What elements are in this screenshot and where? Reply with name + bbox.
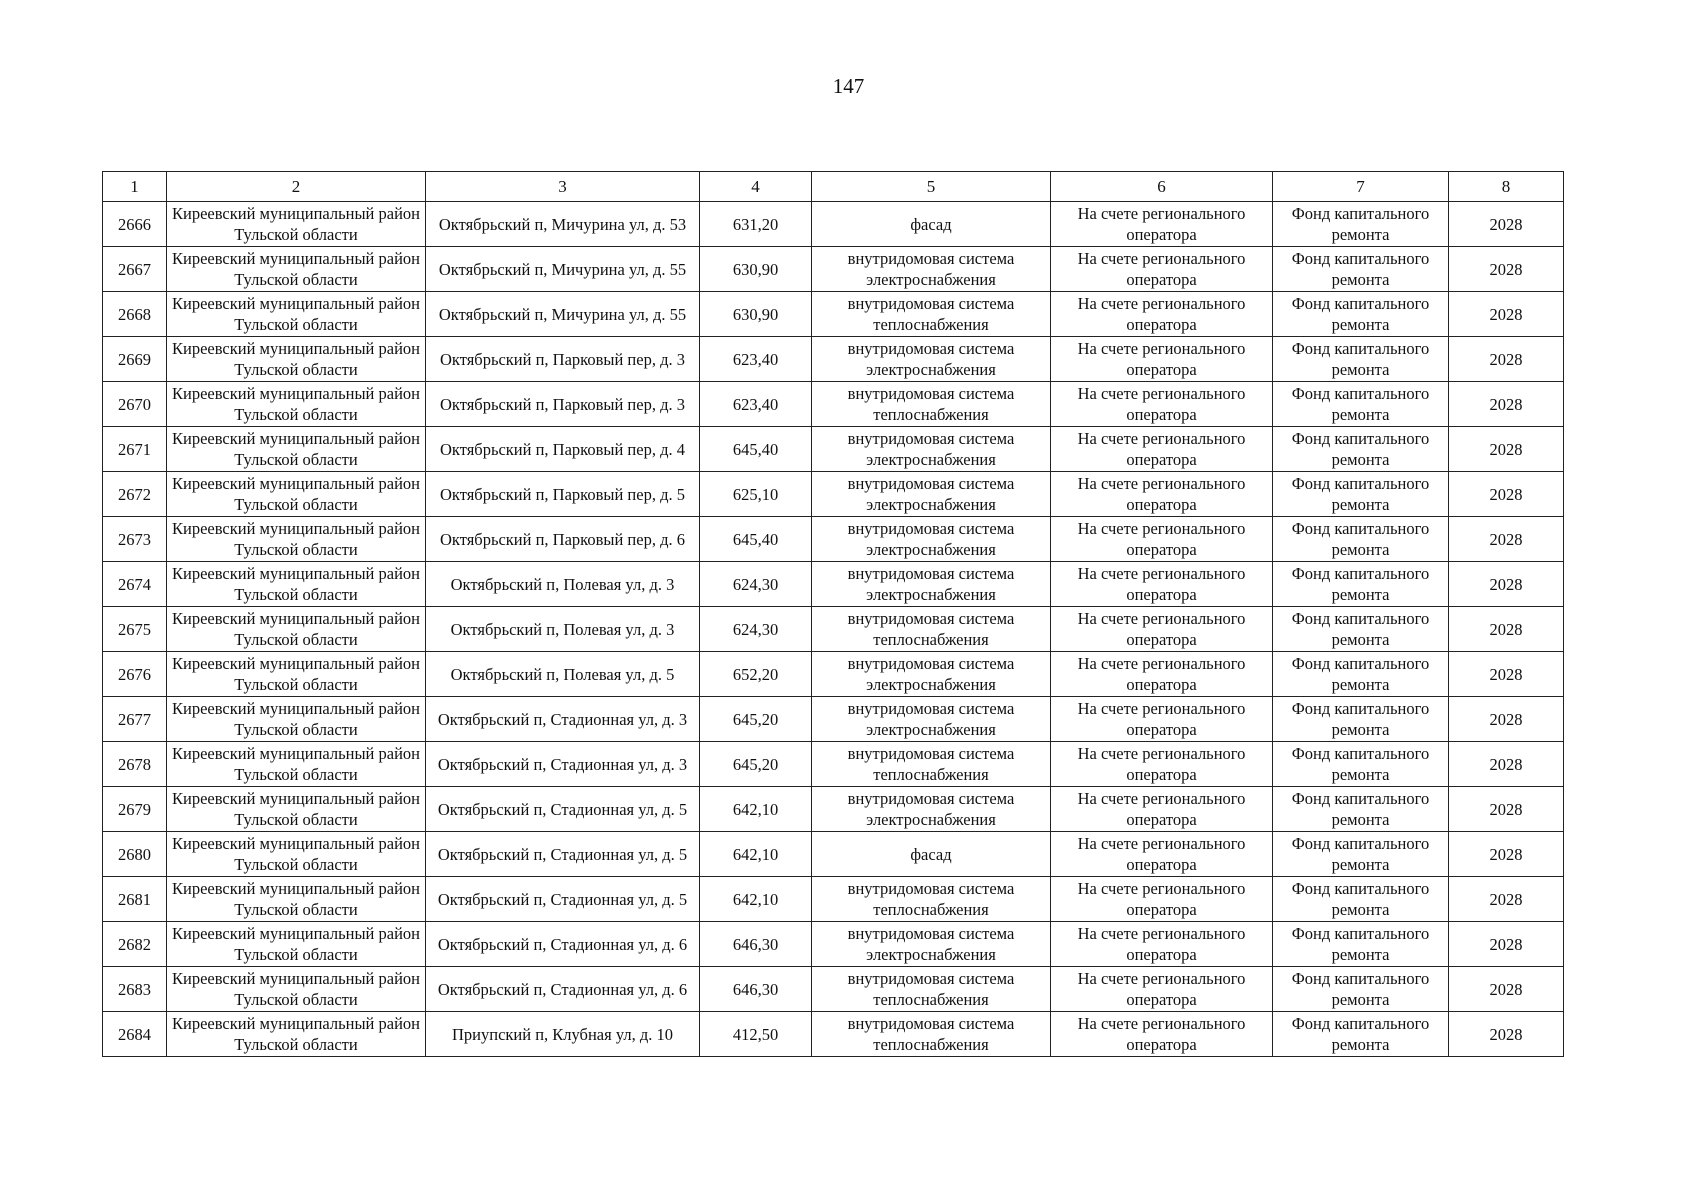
cell-address: Октябрьский п, Полевая ул, д. 5 — [426, 652, 700, 697]
cell-municipality: Киреевский муниципальный район Тульской области — [167, 247, 426, 292]
cell-address: Октябрьский п, Полевая ул, д. 3 — [426, 607, 700, 652]
cell-year: 2028 — [1449, 337, 1564, 382]
cell-account-type: На счете регионального оператора — [1051, 562, 1273, 607]
column-header-4: 4 — [700, 172, 812, 202]
cell-work-type: внутридомовая система электроснабжения — [812, 517, 1051, 562]
cell-work-type: фасад — [812, 832, 1051, 877]
column-header-8: 8 — [1449, 172, 1564, 202]
cell-account-type: На счете регионального оператора — [1051, 787, 1273, 832]
cell-year: 2028 — [1449, 292, 1564, 337]
table-row — [103, 832, 1564, 877]
table-row — [103, 427, 1564, 472]
cell-account-type: На счете регионального оператора — [1051, 202, 1273, 247]
cell-area: 646,30 — [700, 967, 812, 1012]
cell-account-type: На счете регионального оператора — [1051, 877, 1273, 922]
cell-row-number: 2669 — [103, 337, 167, 382]
cell-year: 2028 — [1449, 382, 1564, 427]
cell-fund-source: Фонд капитального ремонта — [1273, 652, 1449, 697]
cell-address: Октябрьский п, Стадионная ул, д. 5 — [426, 832, 700, 877]
cell-address: Октябрьский п, Мичурина ул, д. 55 — [426, 292, 700, 337]
cell-area: 642,10 — [700, 877, 812, 922]
table-row — [103, 1012, 1564, 1057]
cell-work-type: внутридомовая система теплоснабжения — [812, 742, 1051, 787]
cell-address: Октябрьский п, Полевая ул, д. 3 — [426, 562, 700, 607]
cell-area: 642,10 — [700, 832, 812, 877]
cell-municipality: Киреевский муниципальный район Тульской области — [167, 472, 426, 517]
capital-repair-table — [102, 171, 1564, 1057]
table-row — [103, 202, 1564, 247]
cell-area: 624,30 — [700, 607, 812, 652]
cell-municipality: Киреевский муниципальный район Тульской области — [167, 517, 426, 562]
cell-row-number: 2680 — [103, 832, 167, 877]
cell-fund-source: Фонд капитального ремонта — [1273, 292, 1449, 337]
cell-area: 631,20 — [700, 202, 812, 247]
cell-account-type: На счете регионального оператора — [1051, 607, 1273, 652]
cell-area: 630,90 — [700, 292, 812, 337]
cell-address: Октябрьский п, Мичурина ул, д. 53 — [426, 202, 700, 247]
cell-work-type: внутридомовая система электроснабжения — [812, 922, 1051, 967]
cell-account-type: На счете регионального оператора — [1051, 427, 1273, 472]
cell-work-type: внутридомовая система электроснабжения — [812, 337, 1051, 382]
cell-work-type: внутридомовая система теплоснабжения — [812, 1012, 1051, 1057]
cell-municipality: Киреевский муниципальный район Тульской области — [167, 562, 426, 607]
cell-work-type: внутридомовая система электроснабжения — [812, 787, 1051, 832]
cell-row-number: 2683 — [103, 967, 167, 1012]
cell-work-type: внутридомовая система теплоснабжения — [812, 967, 1051, 1012]
table-row — [103, 292, 1564, 337]
cell-area: 642,10 — [700, 787, 812, 832]
cell-municipality: Киреевский муниципальный район Тульской области — [167, 652, 426, 697]
cell-account-type: На счете регионального оператора — [1051, 697, 1273, 742]
page-number: 147 — [832, 74, 865, 98]
cell-account-type: На счете регионального оператора — [1051, 292, 1273, 337]
cell-area: 623,40 — [700, 337, 812, 382]
cell-municipality: Киреевский муниципальный район Тульской области — [167, 607, 426, 652]
cell-work-type: внутридомовая система теплоснабжения — [812, 877, 1051, 922]
cell-area: 645,20 — [700, 697, 812, 742]
cell-municipality: Киреевский муниципальный район Тульской области — [167, 202, 426, 247]
cell-address: Октябрьский п, Мичурина ул, д. 55 — [426, 247, 700, 292]
cell-row-number: 2673 — [103, 517, 167, 562]
table-row — [103, 472, 1564, 517]
cell-area: 623,40 — [700, 382, 812, 427]
cell-area: 645,40 — [700, 517, 812, 562]
cell-work-type: фасад — [812, 202, 1051, 247]
cell-row-number: 2668 — [103, 292, 167, 337]
cell-municipality: Киреевский муниципальный район Тульской области — [167, 697, 426, 742]
table-row — [103, 787, 1564, 832]
cell-fund-source: Фонд капитального ремонта — [1273, 427, 1449, 472]
cell-fund-source: Фонд капитального ремонта — [1273, 967, 1449, 1012]
cell-area: 630,90 — [700, 247, 812, 292]
table-row — [103, 967, 1564, 1012]
cell-fund-source: Фонд капитального ремонта — [1273, 787, 1449, 832]
cell-fund-source: Фонд капитального ремонта — [1273, 202, 1449, 247]
cell-address: Октябрьский п, Стадионная ул, д. 3 — [426, 697, 700, 742]
cell-work-type: внутридомовая система теплоснабжения — [812, 382, 1051, 427]
cell-address: Октябрьский п, Стадионная ул, д. 5 — [426, 877, 700, 922]
cell-row-number: 2682 — [103, 922, 167, 967]
cell-fund-source: Фонд капитального ремонта — [1273, 472, 1449, 517]
cell-year: 2028 — [1449, 247, 1564, 292]
cell-account-type: На счете регионального оператора — [1051, 1012, 1273, 1057]
cell-municipality: Киреевский муниципальный район Тульской области — [167, 922, 426, 967]
cell-account-type: На счете регионального оператора — [1051, 742, 1273, 787]
cell-account-type: На счете регионального оператора — [1051, 337, 1273, 382]
table-row — [103, 922, 1564, 967]
header-row — [103, 172, 1564, 202]
cell-municipality: Киреевский муниципальный район Тульской области — [167, 1012, 426, 1057]
cell-work-type: внутридомовая система электроснабжения — [812, 427, 1051, 472]
cell-municipality: Киреевский муниципальный район Тульской области — [167, 742, 426, 787]
cell-fund-source: Фонд капитального ремонта — [1273, 607, 1449, 652]
cell-year: 2028 — [1449, 697, 1564, 742]
cell-row-number: 2681 — [103, 877, 167, 922]
cell-municipality: Киреевский муниципальный район Тульской области — [167, 292, 426, 337]
cell-address: Октябрьский п, Стадионная ул, д. 6 — [426, 967, 700, 1012]
cell-area: 645,20 — [700, 742, 812, 787]
cell-work-type: внутридомовая система электроснабжения — [812, 472, 1051, 517]
cell-address: Октябрьский п, Стадионная ул, д. 5 — [426, 787, 700, 832]
cell-account-type: На счете регионального оператора — [1051, 247, 1273, 292]
cell-year: 2028 — [1449, 652, 1564, 697]
cell-row-number: 2677 — [103, 697, 167, 742]
cell-year: 2028 — [1449, 922, 1564, 967]
cell-account-type: На счете регионального оператора — [1051, 517, 1273, 562]
table-row — [103, 337, 1564, 382]
cell-work-type: внутридомовая система электроснабжения — [812, 652, 1051, 697]
cell-year: 2028 — [1449, 877, 1564, 922]
table-row — [103, 652, 1564, 697]
cell-year: 2028 — [1449, 742, 1564, 787]
cell-fund-source: Фонд капитального ремонта — [1273, 697, 1449, 742]
table-row — [103, 247, 1564, 292]
column-header-3: 3 — [426, 172, 700, 202]
column-header-1: 1 — [103, 172, 167, 202]
cell-fund-source: Фонд капитального ремонта — [1273, 922, 1449, 967]
cell-account-type: На счете регионального оператора — [1051, 922, 1273, 967]
cell-area: 624,30 — [700, 562, 812, 607]
cell-municipality: Киреевский муниципальный район Тульской области — [167, 427, 426, 472]
cell-year: 2028 — [1449, 832, 1564, 877]
cell-account-type: На счете регионального оператора — [1051, 967, 1273, 1012]
cell-address: Октябрьский п, Парковый пер, д. 6 — [426, 517, 700, 562]
cell-address: Приупский п, Клубная ул, д. 10 — [426, 1012, 700, 1057]
cell-area: 652,20 — [700, 652, 812, 697]
cell-fund-source: Фонд капитального ремонта — [1273, 742, 1449, 787]
cell-area: 646,30 — [700, 922, 812, 967]
cell-address: Октябрьский п, Парковый пер, д. 3 — [426, 337, 700, 382]
cell-work-type: внутридомовая система электроснабжения — [812, 247, 1051, 292]
cell-row-number: 2676 — [103, 652, 167, 697]
cell-area: 645,40 — [700, 427, 812, 472]
cell-municipality: Киреевский муниципальный район Тульской области — [167, 967, 426, 1012]
cell-row-number: 2674 — [103, 562, 167, 607]
cell-address: Октябрьский п, Стадионная ул, д. 3 — [426, 742, 700, 787]
cell-address: Октябрьский п, Парковый пер, д. 3 — [426, 382, 700, 427]
cell-row-number: 2667 — [103, 247, 167, 292]
cell-year: 2028 — [1449, 517, 1564, 562]
cell-work-type: внутридомовая система теплоснабжения — [812, 607, 1051, 652]
table-row — [103, 562, 1564, 607]
table-row — [103, 382, 1564, 427]
table-row — [103, 742, 1564, 787]
cell-municipality: Киреевский муниципальный район Тульской области — [167, 832, 426, 877]
cell-area: 412,50 — [700, 1012, 812, 1057]
column-header-7: 7 — [1273, 172, 1449, 202]
table-row — [103, 517, 1564, 562]
cell-municipality: Киреевский муниципальный район Тульской области — [167, 382, 426, 427]
cell-row-number: 2666 — [103, 202, 167, 247]
cell-year: 2028 — [1449, 607, 1564, 652]
table-row — [103, 877, 1564, 922]
column-header-6: 6 — [1051, 172, 1273, 202]
cell-year: 2028 — [1449, 967, 1564, 1012]
cell-address: Октябрьский п, Парковый пер, д. 5 — [426, 472, 700, 517]
cell-row-number: 2679 — [103, 787, 167, 832]
cell-municipality: Киреевский муниципальный район Тульской области — [167, 337, 426, 382]
table-row — [103, 607, 1564, 652]
cell-row-number: 2671 — [103, 427, 167, 472]
cell-fund-source: Фонд капитального ремонта — [1273, 877, 1449, 922]
cell-fund-source: Фонд капитального ремонта — [1273, 832, 1449, 877]
cell-year: 2028 — [1449, 1012, 1564, 1057]
cell-account-type: На счете регионального оператора — [1051, 472, 1273, 517]
cell-fund-source: Фонд капитального ремонта — [1273, 517, 1449, 562]
table-header — [103, 172, 1564, 202]
cell-year: 2028 — [1449, 472, 1564, 517]
column-header-2: 2 — [167, 172, 426, 202]
cell-fund-source: Фонд капитального ремонта — [1273, 337, 1449, 382]
table-row — [103, 697, 1564, 742]
cell-work-type: внутридомовая система электроснабжения — [812, 562, 1051, 607]
cell-area: 625,10 — [700, 472, 812, 517]
column-header-5: 5 — [812, 172, 1051, 202]
cell-municipality: Киреевский муниципальный район Тульской области — [167, 787, 426, 832]
cell-fund-source: Фонд капитального ремонта — [1273, 382, 1449, 427]
cell-address: Октябрьский п, Парковый пер, д. 4 — [426, 427, 700, 472]
cell-fund-source: Фонд капитального ремонта — [1273, 1012, 1449, 1057]
cell-row-number: 2675 — [103, 607, 167, 652]
cell-row-number: 2684 — [103, 1012, 167, 1057]
table-body — [103, 202, 1564, 1057]
cell-row-number: 2670 — [103, 382, 167, 427]
cell-address: Октябрьский п, Стадионная ул, д. 6 — [426, 922, 700, 967]
cell-account-type: На счете регионального оператора — [1051, 652, 1273, 697]
cell-work-type: внутридомовая система теплоснабжения — [812, 292, 1051, 337]
cell-year: 2028 — [1449, 202, 1564, 247]
cell-municipality: Киреевский муниципальный район Тульской области — [167, 877, 426, 922]
cell-fund-source: Фонд капитального ремонта — [1273, 247, 1449, 292]
cell-year: 2028 — [1449, 787, 1564, 832]
cell-year: 2028 — [1449, 427, 1564, 472]
cell-account-type: На счете регионального оператора — [1051, 832, 1273, 877]
cell-work-type: внутридомовая система электроснабжения — [812, 697, 1051, 742]
cell-fund-source: Фонд капитального ремонта — [1273, 562, 1449, 607]
cell-account-type: На счете регионального оператора — [1051, 382, 1273, 427]
cell-row-number: 2678 — [103, 742, 167, 787]
cell-year: 2028 — [1449, 562, 1564, 607]
cell-row-number: 2672 — [103, 472, 167, 517]
